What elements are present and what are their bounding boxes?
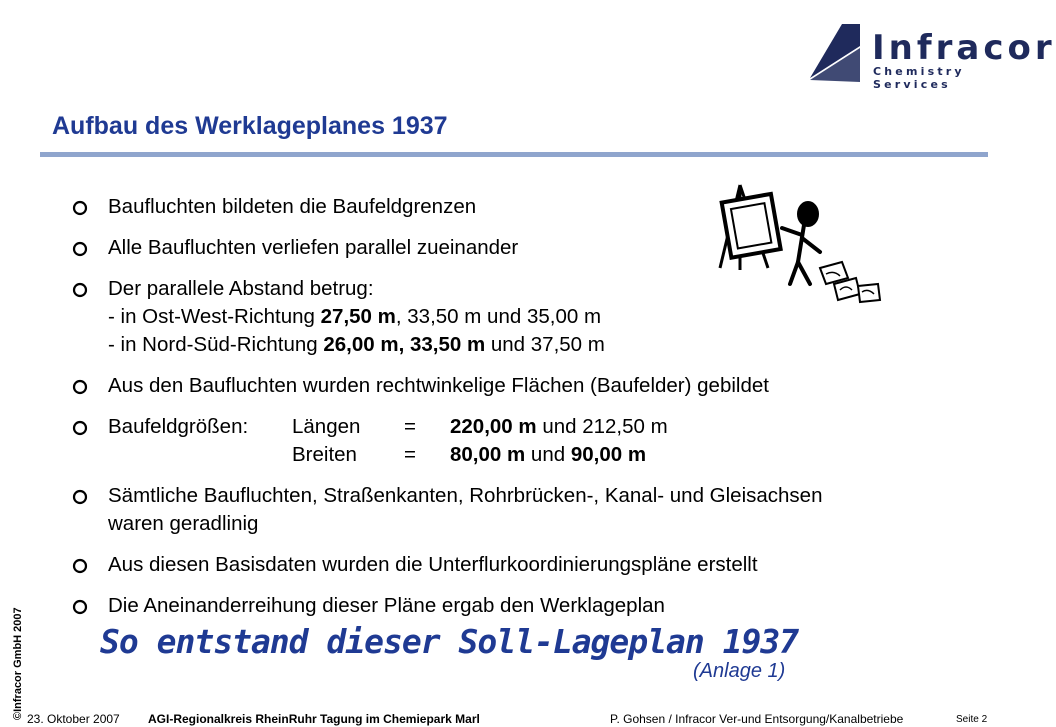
bullet-item <box>72 592 942 620</box>
logo-wordmark: Infracor <box>872 28 1056 68</box>
hollow-circle-bullet-icon <box>72 275 92 303</box>
bullet-item <box>72 193 942 221</box>
infracor-logo-mark-icon <box>800 18 870 88</box>
hollow-circle-bullet-icon <box>72 551 92 579</box>
bullet-item <box>72 275 942 359</box>
bullet-item-baufeldgroessen <box>72 413 942 469</box>
size-label: Baufeldgrößen: <box>108 415 249 438</box>
anlage-reference: (Anlage 1) <box>693 660 786 682</box>
footer-page-number: Seite 2 <box>956 714 988 725</box>
hollow-circle-bullet-icon <box>72 592 92 620</box>
bullet-text: Baufluchten bildeten die Baufeldgrenzen <box>108 195 477 218</box>
bullet-text: Die Aneinanderreihung dieser Pläne ergab den Werklageplan <box>108 594 665 617</box>
side-copyright <box>2 592 22 722</box>
distance-nord-sued: - in Nord-Süd-Richtung 26,00 m, 33,50 m und 37,50 m <box>108 333 605 356</box>
length-label: Längen <box>292 415 361 438</box>
bullet-text: Der parallele Abstand betrug: <box>108 277 374 300</box>
bullet-text: Sämtliche Baufluchten, Straßenkanten, Rohrbrücken-, Kanal- und Gleisachsen waren geradlinig <box>108 484 823 535</box>
width-label: Breiten <box>292 443 357 466</box>
hollow-circle-bullet-icon <box>72 234 92 262</box>
logo-subtitle: Chemistry Services <box>873 65 965 91</box>
baufeld-size-table <box>108 413 942 469</box>
infracor-logo <box>800 18 1056 91</box>
title-divider <box>40 152 988 157</box>
length-values: 220,00 m und 212,50 m <box>450 415 668 438</box>
equals-sign: = <box>404 443 416 466</box>
hollow-circle-bullet-icon <box>72 193 92 221</box>
equals-sign: = <box>404 415 416 438</box>
hollow-circle-bullet-icon <box>72 413 92 441</box>
slide-title: Aufbau des Werklageplanes 1937 <box>52 112 448 140</box>
bullet-item <box>72 234 942 262</box>
bullet-text: Aus den Baufluchten wurden rechtwinkelige Flächen (Baufelder) gebildet <box>108 374 769 397</box>
bullet-list <box>72 193 942 633</box>
hollow-circle-bullet-icon <box>72 482 92 510</box>
bullet-text: Aus diesen Basisdaten wurden die Unterflurkoordinierungspläne erstellt <box>108 553 758 576</box>
footer-date: 23. Oktober 2007 <box>27 712 120 726</box>
width-values: 80,00 m und 90,00 m <box>450 443 647 466</box>
bullet-item <box>72 482 942 538</box>
copyright-text: ©Infracor GmbH 2007 <box>12 607 24 720</box>
footer-author: P. Gohsen / Infracor Ver-und Entsorgung/Kanalbetriebe <box>610 712 904 726</box>
bullet-item <box>72 551 942 579</box>
slogan-text: So entstand dieser Soll-Lageplan 1937 <box>100 622 799 661</box>
bullet-item <box>72 372 942 400</box>
hollow-circle-bullet-icon <box>72 372 92 400</box>
distance-ost-west: - in Ost-West-Richtung 27,50 m, 33,50 m und 35,00 m <box>108 305 602 328</box>
bullet-text: Alle Baufluchten verliefen parallel zueinander <box>108 236 519 259</box>
footer-conference: AGI-Regionalkreis RheinRuhr Tagung im Chemiepark Marl <box>148 712 480 726</box>
